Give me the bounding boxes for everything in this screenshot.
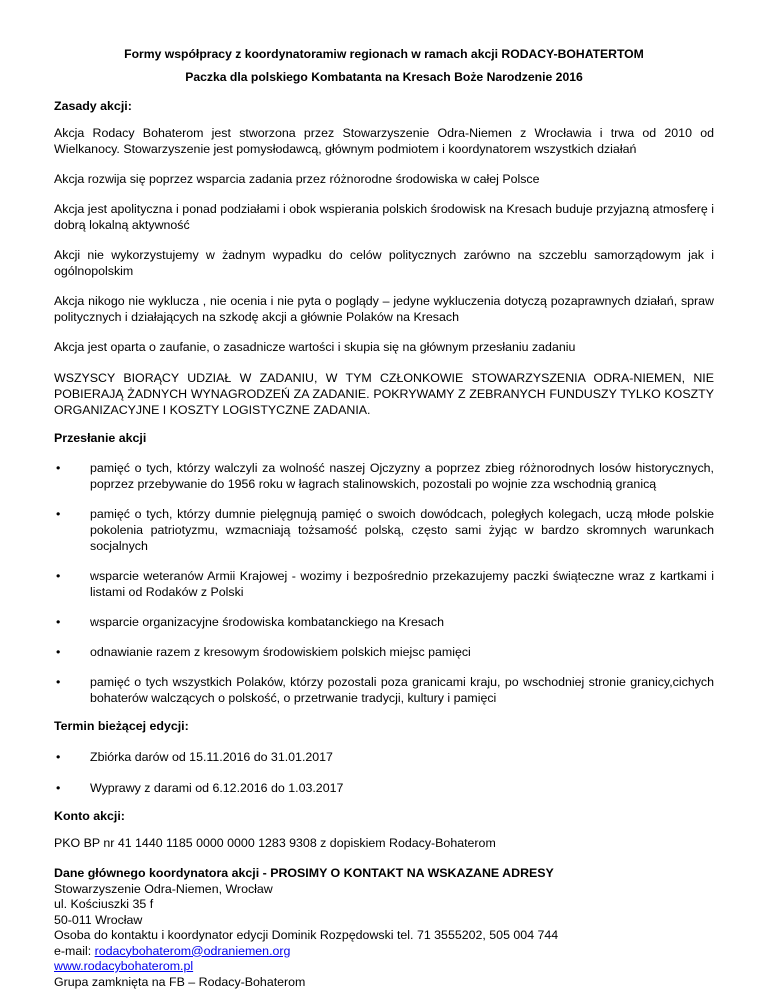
message-heading: Przesłanie akcji (54, 431, 147, 445)
list-item-text: wsparcie organizacyjne środowiska kombatanckiego na Kresach (90, 615, 445, 629)
list-item (54, 749, 714, 765)
term-heading: Termin bieżącej edycji: (54, 719, 189, 733)
email-label: e-mail: (54, 943, 95, 958)
email-link[interactable]: rodacybohaterom@odraniemen.org (94, 943, 291, 958)
document-title: Formy współpracy z koordynatoramiw regionach w ramach akcji RODACY-BOHATERTOM (124, 47, 644, 61)
list-item-text: wsparcie weteranów Armii Krajowej - wozimy i bezpośrednio przekazujemy paczki świąteczne wraz z kartkami i listami od Rodaków z Polski (90, 569, 714, 599)
bullet-icon: • (56, 750, 61, 764)
document-subtitle: Paczka dla polskiego Kombatanta na Kresach Boże Narodzenie 2016 (185, 70, 583, 84)
contact-city: 50-011 Wrocław (54, 912, 143, 927)
rules-heading: Zasady akcji: (54, 99, 132, 113)
list-item (54, 614, 714, 630)
rule-paragraph: Akcja jest apolityczna i ponad podziałami i obok wspierania polskich środowisk na Kresach buduje przyjazną atmosferę i dobrą lokalną aktywność (54, 202, 714, 232)
contact-facebook: Grupa zamknięta na FB – Rodacy-Bohaterom (54, 974, 306, 989)
website-link[interactable]: www.rodacybohaterom.pl (54, 959, 194, 973)
account-heading: Konto akcji: (54, 809, 125, 823)
bullet-icon: • (56, 645, 61, 659)
contact-block (54, 866, 714, 990)
rule-paragraph: Akcji nie wykorzystujemy w żadnym wypadku do celów politycznych zarówno na szczeblu samorządowym jak i ogólnopolskim (54, 248, 714, 278)
list-item (54, 506, 714, 554)
bullet-icon: • (56, 781, 61, 795)
contact-person: Osoba do kontaktu i koordynator edycji Dominik Rozpędowski tel. 71 3555202, 505 004 744 (54, 928, 559, 942)
message-list (54, 460, 714, 706)
rule-paragraph: Akcja Rodacy Bohaterom jest stworzona przez Stowarzyszenie Odra-Niemen z Wrocławia i trwa od 2010 od Wielkanocy. Stowarzyszenie jest pomysłodawcą, głównym podmiotem i koordynatorem wszystkich działań (54, 126, 714, 156)
list-item (54, 780, 714, 796)
contact-heading: Dane głównego koordynatora akcji - PROSIMY O KONTAKT NA WSKAZANE ADRESY (54, 866, 554, 880)
rule-paragraph: Akcja jest oparta o zaufanie, o zasadnicze wartości i skupia się na głównym przesłaniu zadaniu (54, 340, 576, 354)
list-item (54, 644, 714, 660)
list-item-text: Wyprawy z darami od 6.12.2016 do 1.03.2017 (90, 781, 344, 795)
bullet-icon: • (56, 615, 61, 629)
list-item (54, 674, 714, 706)
bullet-icon: • (56, 569, 61, 583)
list-item-text: odnawianie razem z kresowym środowiskiem polskich miejsc pamięci (90, 645, 471, 659)
contact-website-line (54, 959, 714, 975)
bullet-icon: • (56, 507, 61, 521)
list-item (54, 460, 714, 492)
list-item-text: pamięć o tych, którzy walczyli za wolność naszej Ojczyzny a poprzez zbieg różnorodnych losów historycznych, poprzez przebywanie do 1956 roku w łagrach stalinowskich, pozostali po wojnie zza wschodnią granicą (90, 461, 714, 491)
rule-paragraph: Akcja rozwija się poprzez wsparcia zadania przez różnorodne środowiska w całej Polsce (54, 172, 540, 186)
account-number: PKO BP nr 41 1440 1185 0000 0000 1283 9308 z dopiskiem Rodacy-Bohaterom (54, 836, 496, 850)
term-list (54, 749, 714, 796)
uppercase-notice: WSZYSCY BIORĄCY UDZIAŁ W ZADANIU, W TYM CZŁONKOWIE STOWARZYSZENIA ODRA-NIEMEN, NIE POBIERAJĄ ŻADNYCH WYNAGRODZEŃ ZA ZADANIE. POKRYWAMY Z ZEBRANYCH FUNDUSZY TYLKO KOSZTY ORGANIZACYJNE I KOSZTY LOGISTYCZNE ZADANIA. (54, 371, 714, 417)
bullet-icon: • (56, 675, 61, 689)
contact-email-line (54, 944, 714, 960)
rules-section (54, 125, 714, 418)
contact-street: ul. Kościuszki 35 f (54, 897, 154, 911)
document-page (54, 0, 714, 990)
list-item (54, 568, 714, 600)
contact-organization: Stowarzyszenie Odra-Niemen, Wrocław (54, 881, 273, 896)
list-item-text: pamięć o tych wszystkich Polaków, którzy pozostali poza granicami kraju, po wschodniej stronie granicy,cichych bohaterów walczących o polskość, o przetrwanie tradycji, kultury i pamięci (90, 675, 714, 705)
bullet-icon: • (56, 461, 61, 475)
list-item-text: Zbiórka darów od 15.11.2016 do 31.01.2017 (90, 750, 333, 764)
list-item-text: pamięć o tych, którzy dumnie pielęgnują pamięć o swoich dowódcach, poległych kolegach, uczą młode polskie pokolenia patriotyzmu, wzmacniają tożsamość polską, często sami żyjąc w bardzo skromnych warunkach socjalnych (90, 507, 714, 553)
rule-paragraph: Akcja nikogo nie wyklucza , nie ocenia i nie pyta o poglądy – jedyne wykluczenia dotyczą pozaprawnych działań, spraw politycznych i działających na szkodę akcji a głównie Polaków na Kresach (54, 294, 714, 324)
